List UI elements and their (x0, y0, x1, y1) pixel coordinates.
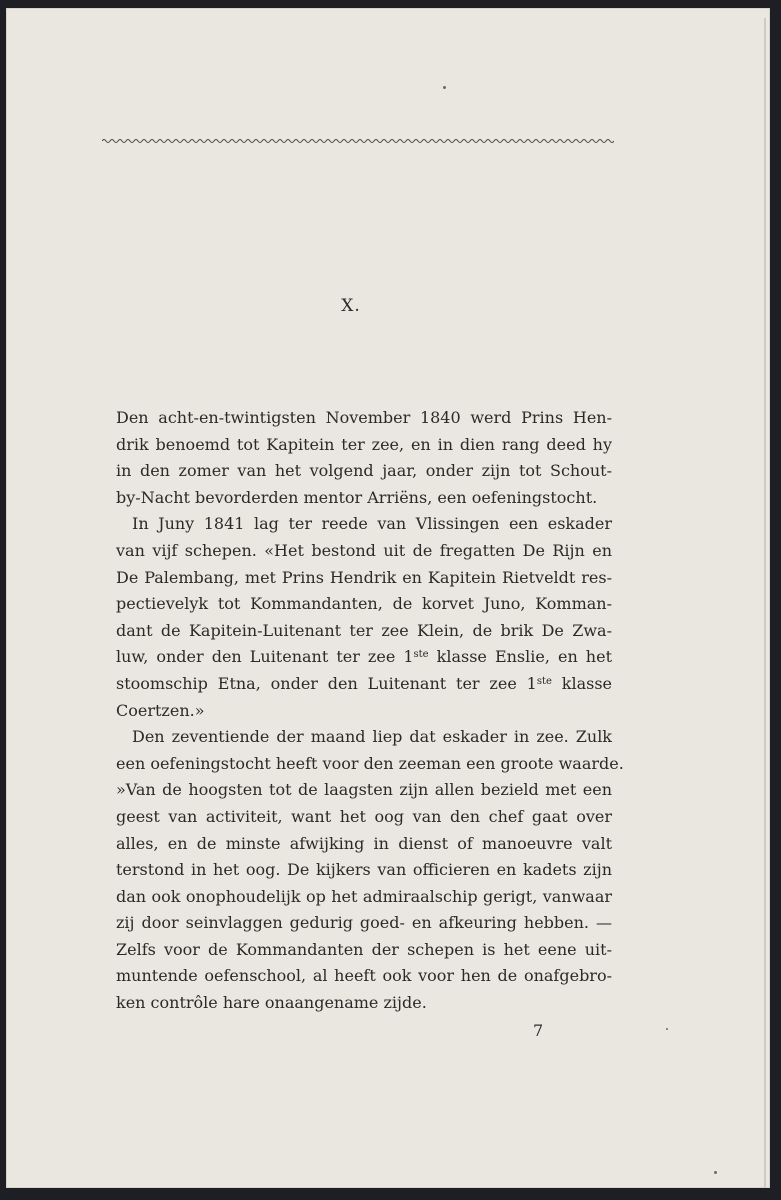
book-page (6, 8, 770, 1188)
text-line: alles, en de minste afwijking in dienst of manoeuvre valt (116, 833, 612, 853)
text-line: De Palembang, met Prins Hendrik en Kapitein Rietveldt res- (116, 567, 612, 587)
text-line: Den acht-en-twintigsten November 1840 werd Prins Hen- (116, 408, 612, 427)
paper-speck (666, 1028, 668, 1030)
text-fragment: stoomschip Etna, onder den Luitenant ter zee 1 (116, 673, 537, 693)
text-line: in den zomer van het volgend jaar, onder zijn tot Schout- (116, 461, 612, 481)
text-fragment: klasse (551, 673, 613, 693)
text-line: In Juny 1841 lag ter reede van Vlissingen een eskader (132, 514, 612, 534)
text-line: Den zeventiende der maand liep dat eskader in zee. Zulk (132, 727, 612, 747)
page-number: 7 (533, 1021, 544, 1040)
text-line: pectievelyk tot Kommandanten, de korvet Juno, Komman- (116, 594, 612, 614)
text-line: terstond in het oog. De kijkers van officieren en kadets zijn (116, 860, 612, 880)
text-line: geest van activiteit, want het oog van den chef gaat over (116, 806, 612, 826)
text-line: Coertzen.» (116, 700, 205, 720)
text-line: dant de Kapitein-Luitenant ter zee Klein, de brik De Zwa- (116, 620, 612, 640)
decorative-wavy-rule (102, 136, 614, 146)
text-line: drik benoemd tot Kapitein ter zee, en in dien rang deed hy (116, 434, 612, 454)
text-line: »Van de hoogsten tot de laagsten zijn allen bezield met een (116, 780, 612, 800)
text-fragment: klasse Enslie, en het (428, 647, 613, 667)
text-line: van vijf schepen. «Het bestond uit de fregatten De Rijn en (116, 540, 612, 560)
text-line: by-Nacht bevorderden mentor Arriëns, een oefeningstocht. (116, 487, 598, 507)
text-line: muntende oefenschool, al heeft ook voor hen de onafgebro- (116, 966, 612, 986)
text-line (116, 671, 612, 698)
text-line: dan ook onophoudelijk op het admiraalschip gerigt, vanwaar (116, 886, 612, 906)
text-line: zij door seinvlaggen gedurig goed- en afkeuring hebben. — (116, 913, 612, 933)
paper-speck (443, 86, 446, 89)
text-line (116, 644, 612, 671)
text-line: Zelfs voor de Kommandanten der schepen is het eene uit- (116, 939, 612, 959)
superscript: ste (413, 649, 429, 661)
text-line: ken contrôle hare onaangename zijde. (116, 993, 427, 1013)
text-line: een oefeningstocht heeft voor den zeeman een groote waarde. (116, 753, 624, 773)
body-text (116, 405, 624, 1017)
superscript: ste (536, 675, 552, 687)
paper-speck (714, 1171, 717, 1174)
page-edge (764, 18, 766, 1188)
chapter-heading: X. (341, 296, 361, 316)
text-fragment: luw, onder den Luitenant ter zee 1 (116, 647, 414, 667)
